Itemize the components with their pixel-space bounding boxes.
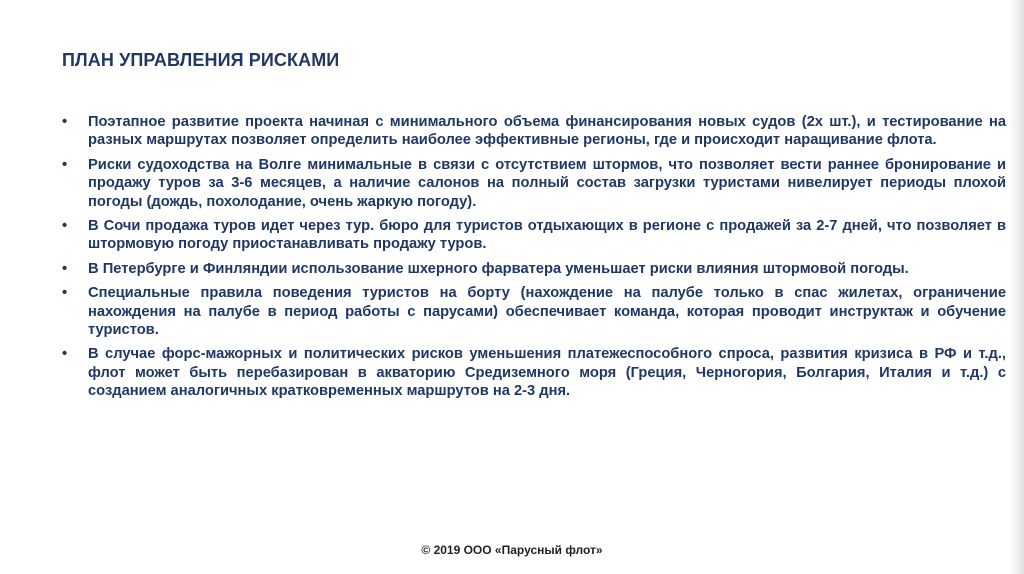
bullet-item	[62, 156, 1006, 211]
bullet-item	[62, 113, 1006, 150]
bullet-dot-icon: •	[62, 260, 68, 277]
bullet-item	[62, 284, 1006, 339]
bullet-text: В Петербурге и Финляндии использование шхерного фарватера уменьшает риски влияния штормовой погоды.	[88, 260, 909, 277]
slide-edge-shadow	[1008, 0, 1024, 574]
bullet-item	[62, 260, 1006, 278]
bullet-item	[62, 345, 1006, 400]
bullet-text: Поэтапное развитие проекта начиная с минимального объема финансирования новых судов (2х шт.), и тестирование на разных маршрутах позволяет определить наиболее эффективные регионы, где и происходит наращивание флота.	[88, 114, 1006, 149]
footer-copyright: © 2019 ООО «Парусный флот»	[421, 543, 603, 557]
bullet-text: Специальные правила поведения туристов на борту (нахождение на палубе только в спас жилетах, ограничение нахождения на палубе в период работы с парусами) обеспечивает команда, которая проводит инструктаж и обучение туристов.	[88, 285, 1006, 339]
bullet-item	[62, 217, 1006, 254]
bullet-dot-icon: •	[62, 285, 68, 302]
bullet-dot-icon: •	[62, 346, 68, 363]
bullet-text: В случае форс-мажорных и политических рисков уменьшения платежеспособного спроса, развития кризиса в РФ и т.д., флот может быть перебазирован в акваторию Средиземного моря (Греция, Черногория, Болгария, Италия и т.д.) с созданием аналогичных кратковременных маршрутов на 2-3 дня.	[88, 346, 1006, 400]
slide-title: ПЛАН УПРАВЛЕНИЯ РИСКАМИ	[62, 50, 340, 70]
bullet-text: Риски судоходства на Волге минимальные в связи с отсутствием штормов, что позволяет вести раннее бронирование и продажу туров за 3-6 месяцев, а наличие салонов на полный состав загрузки туристами нивелирует периоды плохой погоды (дождь, похолодание, очень жаркую погоду).	[88, 156, 1006, 210]
bullet-dot-icon: •	[62, 218, 68, 235]
bullet-list	[62, 113, 1006, 407]
bullet-dot-icon: •	[62, 156, 68, 173]
bullet-dot-icon: •	[62, 114, 68, 130]
bullet-text: В Сочи продажа туров идет через тур. бюро для туристов отдыхающих в регионе с продажей за 2-7 дней, что позволяет в штормовую погоду приостанавливать продажу туров.	[88, 218, 1006, 253]
